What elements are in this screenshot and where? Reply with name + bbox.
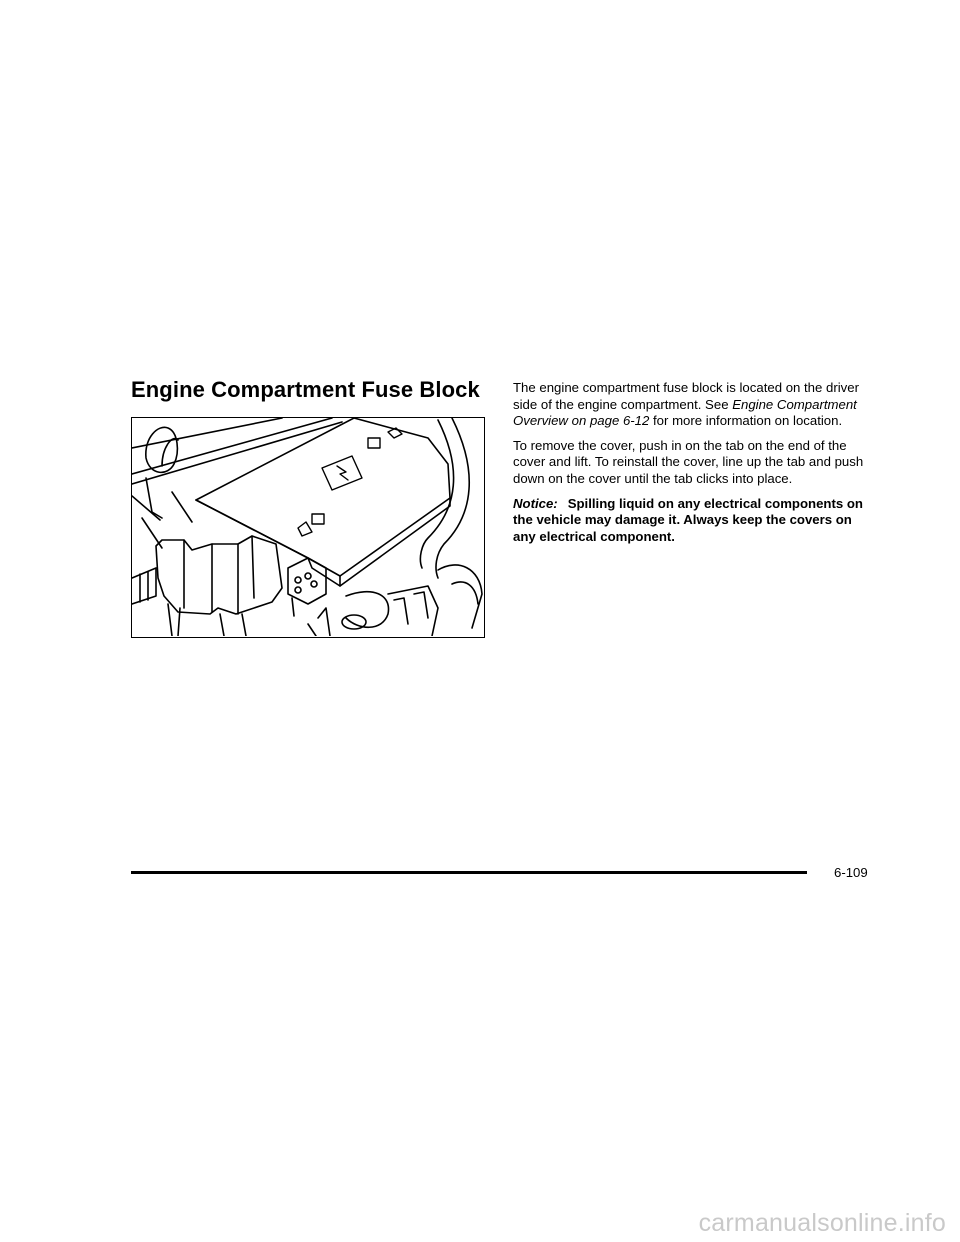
lower-components [308,565,482,636]
location-text: The engine compartment fuse block is located on the driver side of the engine compartment. See [513,380,859,412]
hose [420,418,469,578]
body-text [513,380,875,553]
removal-paragraph: To remove the cover, push in on the tab on the end of the cover and lift. To reinstall the cover, line up the tab and push down on the cover until the tab clicks into place. [513,437,864,486]
location-text-end: for more information on location. [649,413,843,429]
wiring-connector [132,536,282,636]
watermark: carmanualsonline.info [698,1209,946,1237]
section-heading: Engine Compartment Fuse Block [131,377,480,402]
fuse-block-cover [196,418,450,586]
location-paragraph [513,380,875,430]
cross-reference-link[interactable]: Engine Compartment Overview on page 6-12 [513,396,857,429]
lock-icon [368,438,380,448]
footer-rule [131,871,807,874]
notice-paragraph [513,496,875,546]
small-connector [288,558,326,616]
notice-label: Notice: [513,495,558,511]
fuse-block-illustration [131,417,485,638]
notice-text: Spilling liquid on any electrical components on the vehicle may damage it. Always keep the covers on any electrical component. [513,495,863,544]
unlock-icon [312,514,324,524]
page-number: 6-109 [834,865,868,880]
arrow-icon [298,522,312,536]
cover-icons [298,428,402,536]
